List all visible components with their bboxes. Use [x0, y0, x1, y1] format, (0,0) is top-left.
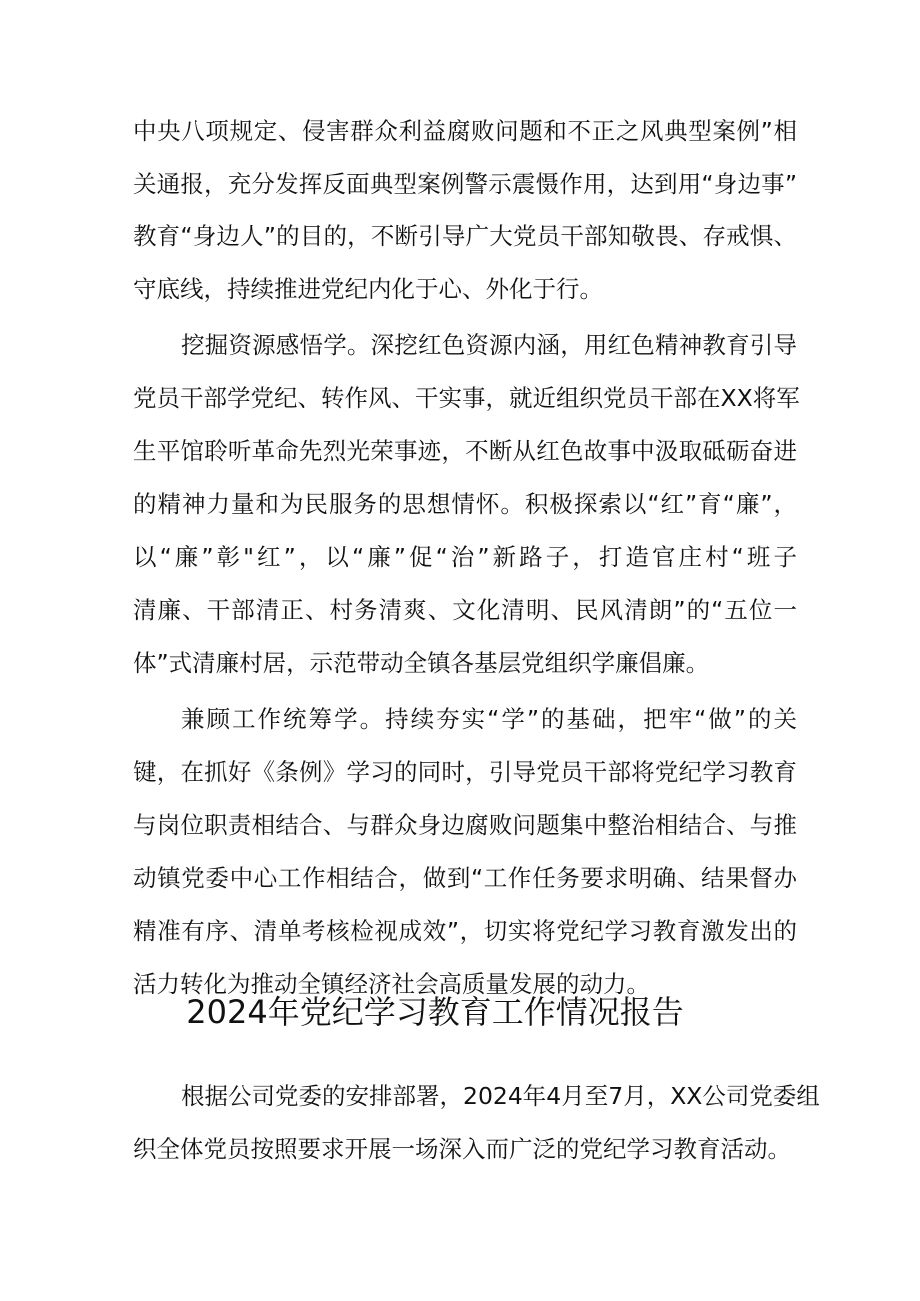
text-line: 中央八项规定、侵害群众利益腐败问题和不正之风典型案例”相	[133, 117, 797, 145]
text-line: 守底线，持续推进党纪内化于心、外化于行。	[133, 275, 603, 303]
text-line: 关通报，充分发挥反面典型案例警示震慑作用，达到用“身边事”	[133, 170, 797, 198]
text-line: 体”式清廉村居，示范带动全镇各基层党组织学廉倡廉。	[133, 649, 710, 677]
report-title: 2024年党纪学习教育工作情况报告	[186, 993, 684, 1031]
text-line: 活力转化为推动全镇经济社会高质量发展的动力。	[133, 970, 650, 998]
text-line: 精准有序、清单考核检视成效”，切实将党纪学习教育激发出的	[133, 917, 797, 945]
text-line: 生平馆聆听革命先烈光荣事迹，不断从红色故事中汲取砥砺奋进	[133, 437, 797, 465]
text-line: 教育“身边人”的目的，不断引导广大党员干部知敬畏、存戒惧、	[133, 222, 797, 250]
text-line: 以“廉”彰"红”，以“廉”促“治”新路子，打造官庄村“班子	[133, 543, 797, 571]
text-line: 兼顾工作统筹学。持续夯实“学”的基础，把牢“做”的关	[181, 705, 797, 733]
text-line: 织全体党员按照要求开展一场深入而广泛的党纪学习教育活动。	[133, 1135, 791, 1163]
text-line: 与岗位职责相结合、与群众身边腐败问题集中整治相结合、与推	[133, 811, 797, 839]
text-line: 的精神力量和为民服务的思想情怀。积极探索以“红”育“廉”，	[133, 490, 797, 518]
text-line: 键，在抓好《条例》学习的同时，引导党员干部将党纪学习教育	[133, 758, 797, 786]
text-line: 根据公司党委的安排部署，2024年4月至7月，XX公司党委组	[181, 1082, 820, 1110]
text-line: 动镇党委中心工作相结合，做到“工作任务要求明确、结果督办	[133, 864, 797, 892]
text-line: 党员干部学党纪、转作风、干实事，就近组织党员干部在XX将军	[133, 384, 800, 412]
text-line: 挖掘资源感悟学。深挖红色资源内涵，用红色精神教育引导	[181, 331, 797, 359]
text-line: 清廉、干部清正、村务清爽、文化清明、民风清朗”的“五位一	[133, 596, 797, 624]
